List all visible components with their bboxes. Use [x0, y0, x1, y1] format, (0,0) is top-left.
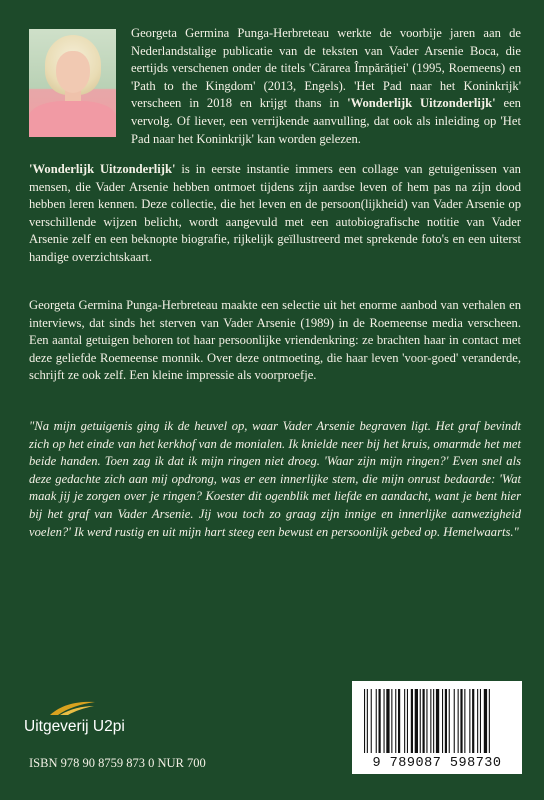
intro-text: Georgeta Germina Punga-Herbreteau werkte de voorbije jaren aan de Nederlandstalige publicatie van de teksten van Vader Arsenie Boca, die eertijds verschenen onder de titels 'Cărarea Împărăției' (1995, Roemeens) en 'Path to the Kingdom' (2013, Engels). 'Het Pad naar het Koninkrijk' verscheen in 2018 en krijgt thans in [131, 26, 521, 111]
barcode-digits: 9 789087 598730 [372, 756, 502, 771]
intro-paragraph [131, 25, 521, 148]
description-paragraph [29, 161, 521, 267]
publisher-name: Uitgeverij U2pi [24, 718, 125, 735]
selection-text: Georgeta Germina Punga-Herbreteau maakte een selectie uit het enorme aanbod van verhalen en interviews, dat sinds het sterven van Vader Arsenie (1989) in de Roemeense media verscheen. Een aantal getuigen behoren tot haar persoonlijke vriendenkring: ze brachten haar in contact met deze geliefde Roemeense monnik. Over deze ontmoeting, die haar leven 'voor-goed' veranderde, schrijft ze ook zelf. Een kleine impressie als voorproefje. [29, 298, 521, 383]
swoosh-icon [48, 700, 96, 716]
description-title: 'Wonderlijk Uitzonderlijk' [29, 162, 176, 176]
author-photo-face [56, 51, 90, 93]
intro-title: 'Wonderlijk Uitzonderlijk' [347, 96, 496, 111]
intro-text-end: een vervolg. Of liever, een verrijkende aanvulling, dat ook als inleiding op 'Het Pad naar het Koninkrijk' kan worden gelezen. [131, 96, 521, 146]
isbn-line: ISBN 978 90 8759 873 0 NUR 700 [29, 756, 206, 770]
selection-paragraph [29, 297, 521, 385]
barcode [352, 681, 522, 774]
author-photo [29, 29, 116, 137]
publisher-logo [24, 700, 184, 740]
quote-text: "Na mijn getuigenis ging ik de heuvel op, waar Vader Arsenie begraven ligt. Het graf bevindt zich op het einde van het kerkhof van de monialen. Ik knielde neer bij het kruis, omarmde het met beide handen. Toen zag ik dat ik mijn ringen niet droeg. 'Waar zijn mijn ringen?' Even snel als deze gedachte zich aan mij opdrong, was er een innerlijke stem, die mijn onrust bedaarde: 'Wat maak jij je zorgen over je ringen? Koester dit ogenblik met liefde en aandacht, want je bent hier bij het graf van Vader Arsenie. Jij wou toch zo graag zijn innige en innerlijke aanwezigheid voelen?' Ik werd rustig en uit mijn hart steeg een bewust en persoonlijk gebed op. Hemelwaarts." [29, 419, 521, 539]
author-photo-shirt [29, 101, 116, 137]
description-text: is in eerste instantie immers een collage van getuigenissen van mensen, die Vader Arsenie hebben ontmoet tijdens zijn aardse leven of hem pas na zijn dood hebben leren kennen. Deze collectie, die het leven en de persoon(lijkheid) van Vader Arsenie op verschillende wijzen belicht, wordt aangevuld met een autobiografische notitie van Vader Arsenie zelf en een beknopte biografie, rijkelijk geïllustreerd met sprekende foto's en een uiterst handige overzichtskaart. [29, 162, 521, 264]
quote-paragraph [29, 418, 521, 541]
